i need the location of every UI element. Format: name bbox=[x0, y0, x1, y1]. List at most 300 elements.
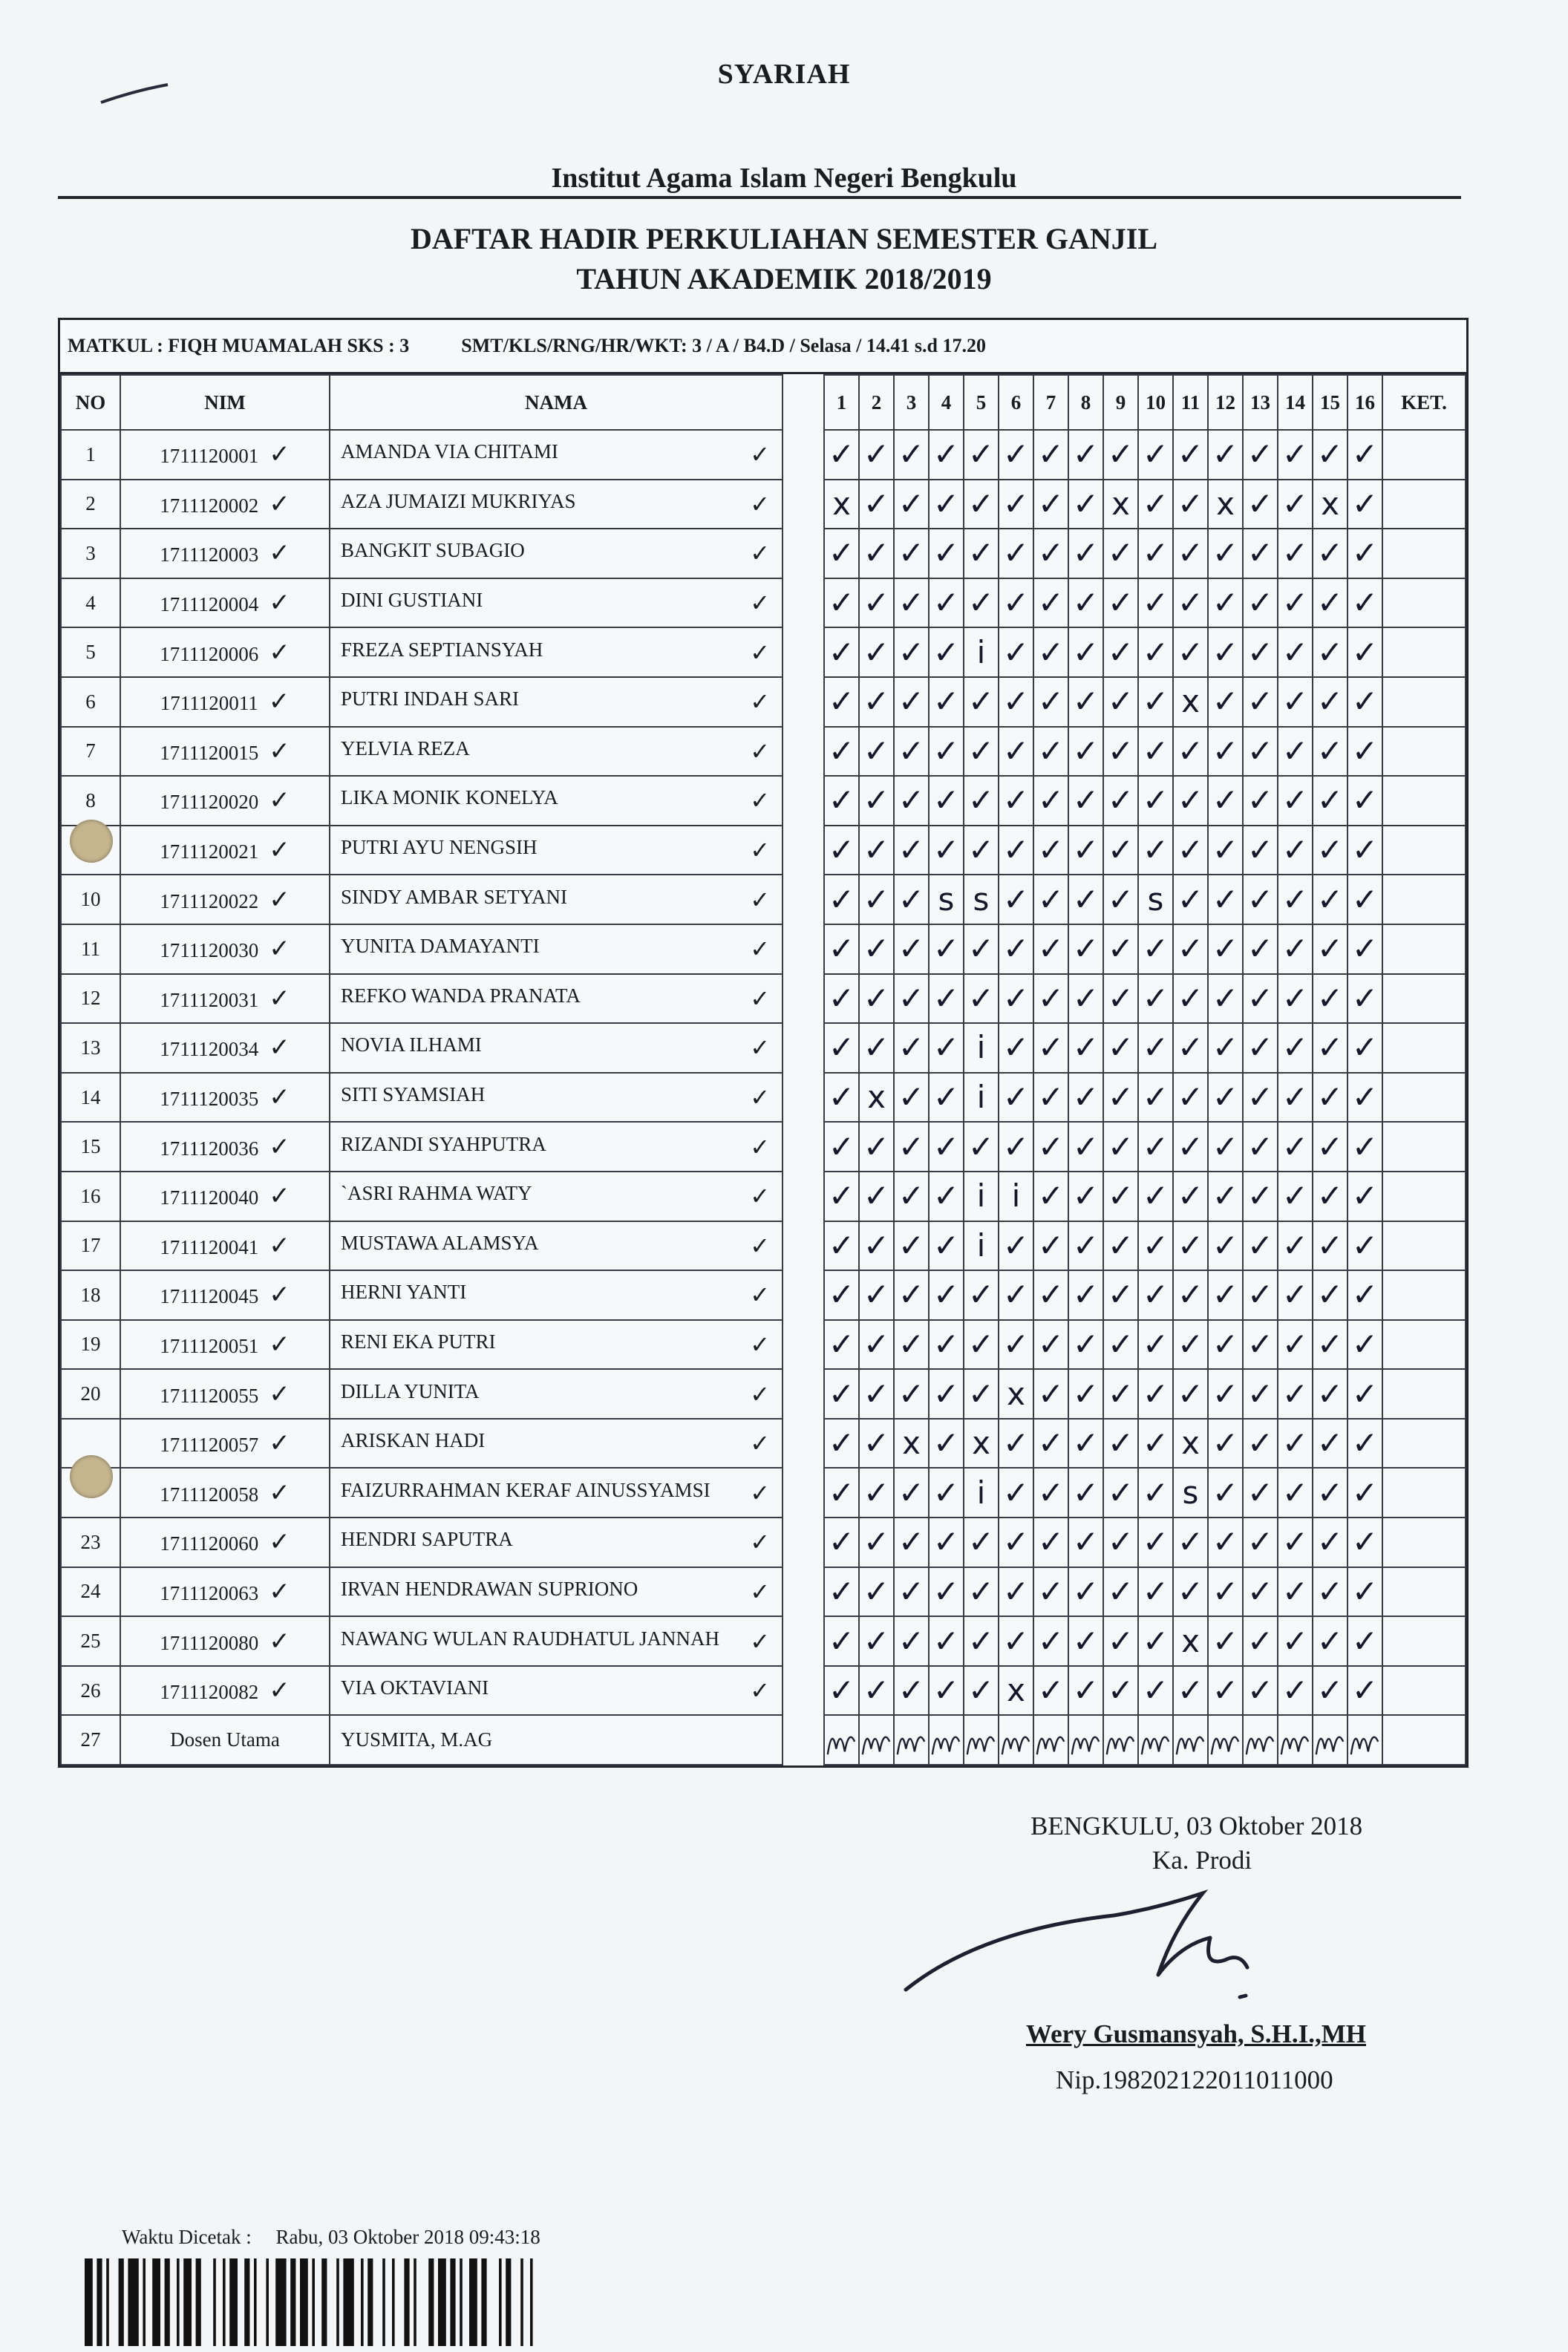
attendance-mark: ✓ bbox=[1281, 881, 1309, 918]
attendance-mark: i bbox=[976, 633, 986, 670]
attendance-mark: ✓ bbox=[898, 1079, 925, 1116]
attendance-cell bbox=[1208, 1616, 1243, 1666]
attendance-cell bbox=[1208, 1666, 1243, 1716]
attendance-cell bbox=[1138, 924, 1173, 974]
check-icon: ✓ bbox=[269, 1428, 290, 1459]
check-icon: ✓ bbox=[269, 1181, 290, 1212]
attendance-mark: ✓ bbox=[863, 979, 890, 1016]
barcode-bar bbox=[499, 2258, 502, 2346]
barcode-bar bbox=[520, 2258, 523, 2346]
row-no: 6 bbox=[61, 677, 120, 727]
attendance-mark: ✓ bbox=[1002, 584, 1030, 621]
attendance-mark: ✓ bbox=[967, 1672, 995, 1709]
row-gap bbox=[783, 480, 824, 529]
row-no: 10 bbox=[61, 875, 120, 924]
attendance-cell bbox=[964, 875, 999, 924]
attendance-cell bbox=[894, 529, 929, 578]
attendance-mark: ✓ bbox=[1037, 535, 1065, 572]
attendance-mark: ✓ bbox=[1107, 1375, 1134, 1412]
attendance-cell bbox=[1068, 1419, 1103, 1469]
attendance-cell bbox=[929, 578, 964, 628]
attendance-mark: ✓ bbox=[1107, 1128, 1134, 1165]
attendance-cell bbox=[1243, 1320, 1278, 1370]
table-row bbox=[61, 1023, 1466, 1073]
attendance-cell bbox=[964, 974, 999, 1024]
lecturer-signature-scrawl bbox=[1034, 1719, 1068, 1761]
attendance-cell bbox=[1313, 727, 1348, 777]
attendance-cell bbox=[1173, 1221, 1208, 1271]
row-gap bbox=[783, 430, 824, 480]
row-nim: 1711120020 bbox=[160, 791, 259, 814]
header-meeting: 9 bbox=[1103, 375, 1138, 430]
attendance-cell bbox=[999, 1073, 1033, 1123]
attendance-mark: ✓ bbox=[828, 1128, 855, 1165]
attendance-cell bbox=[1313, 776, 1348, 826]
row-nim: 1711120031 bbox=[160, 988, 259, 1011]
barcode-bar bbox=[97, 2258, 102, 2346]
row-nama: PUTRI AYU NENGSIH bbox=[341, 836, 538, 859]
attendance-mark: ✓ bbox=[1002, 485, 1030, 522]
attendance-cell bbox=[1103, 727, 1138, 777]
attendance-mark: ✓ bbox=[1351, 979, 1379, 1016]
lecturer-signature-cell bbox=[1033, 1715, 1068, 1765]
attendance-cell bbox=[1243, 1419, 1278, 1469]
attendance-cell bbox=[1313, 875, 1348, 924]
attendance-cell bbox=[999, 480, 1033, 529]
attendance-mark: ✓ bbox=[1142, 979, 1169, 1016]
attendance-cell bbox=[929, 1023, 964, 1073]
barcode-bar bbox=[530, 2258, 533, 2346]
attendance-mark: ✓ bbox=[828, 979, 855, 1016]
attendance-cell bbox=[1138, 875, 1173, 924]
attendance-mark: ✓ bbox=[1247, 1128, 1274, 1165]
check-icon: ✓ bbox=[269, 440, 290, 470]
attendance-mark: ✓ bbox=[1002, 1425, 1030, 1462]
attendance-mark: ✓ bbox=[828, 1375, 855, 1412]
table-row bbox=[61, 1221, 1466, 1271]
header-ket: KET. bbox=[1382, 375, 1466, 430]
attendance-mark: ✓ bbox=[1177, 1029, 1204, 1066]
attendance-mark: ✓ bbox=[932, 930, 960, 967]
attendance-cell bbox=[1278, 1270, 1313, 1320]
attendance-mark: ✓ bbox=[1247, 1572, 1274, 1610]
attendance-mark: ✓ bbox=[932, 1523, 960, 1561]
row-nama-cell bbox=[330, 974, 783, 1024]
signer-name: Wery Gusmansyah, S.H.I.,MH bbox=[1026, 2019, 1366, 2048]
attendance-cell bbox=[1243, 1172, 1278, 1221]
attendance-mark: ✓ bbox=[967, 1375, 995, 1412]
attendance-cell bbox=[1243, 1567, 1278, 1617]
attendance-cell bbox=[859, 1270, 894, 1320]
check-icon: ✓ bbox=[269, 1280, 290, 1310]
attendance-mark: ✓ bbox=[1212, 1474, 1239, 1511]
attendance-mark: ✓ bbox=[1037, 1375, 1065, 1412]
attendance-mark: ✓ bbox=[1316, 1425, 1344, 1462]
attendance-mark: ✓ bbox=[898, 584, 925, 621]
attendance-cell bbox=[1348, 1369, 1382, 1419]
attendance-mark: ✓ bbox=[1247, 1325, 1274, 1362]
attendance-mark: ✓ bbox=[932, 1079, 960, 1116]
row-gap bbox=[783, 1616, 824, 1666]
attendance-mark: ✓ bbox=[898, 436, 925, 473]
attendance-mark: ✓ bbox=[828, 1177, 855, 1215]
attendance-cell bbox=[1348, 1320, 1382, 1370]
attendance-cell bbox=[929, 1419, 964, 1469]
attendance-mark: ✓ bbox=[1002, 1128, 1030, 1165]
attendance-cell bbox=[1208, 1270, 1243, 1320]
attendance-cell bbox=[1033, 875, 1068, 924]
attendance-mark: ✓ bbox=[1142, 633, 1169, 670]
attendance-mark: ✓ bbox=[1212, 1325, 1239, 1362]
row-nama-cell bbox=[330, 1221, 783, 1271]
print-timestamp bbox=[122, 2226, 560, 2249]
attendance-cell bbox=[824, 826, 859, 875]
attendance-cell bbox=[1033, 529, 1068, 578]
attendance-cell bbox=[1068, 430, 1103, 480]
attendance-mark: i bbox=[976, 1177, 986, 1215]
attendance-cell bbox=[824, 1172, 859, 1221]
row-ket bbox=[1382, 1320, 1466, 1370]
attendance-cell bbox=[1068, 1172, 1103, 1221]
attendance-cell bbox=[1348, 776, 1382, 826]
attendance-cell bbox=[1173, 1419, 1208, 1469]
attendance-cell bbox=[1173, 1122, 1208, 1172]
attendance-cell bbox=[1068, 1320, 1103, 1370]
attendance-mark: ✓ bbox=[1142, 1672, 1169, 1709]
attendance-cell bbox=[1033, 430, 1068, 480]
table-row bbox=[61, 1468, 1466, 1518]
row-nama: YUNITA DAMAYANTI bbox=[341, 935, 540, 958]
attendance-mark: ✓ bbox=[1351, 1672, 1379, 1709]
check-icon: ✓ bbox=[269, 736, 290, 766]
attendance-mark: ✓ bbox=[1247, 1425, 1274, 1462]
attendance-cell bbox=[1348, 480, 1382, 529]
row-nim: 1711120035 bbox=[160, 1088, 259, 1111]
attendance-mark: ✓ bbox=[898, 535, 925, 572]
attendance-cell bbox=[929, 1221, 964, 1271]
row-no: 11 bbox=[61, 924, 120, 974]
attendance-mark: ✓ bbox=[1281, 1523, 1309, 1561]
attendance-mark: ✓ bbox=[1247, 633, 1274, 670]
attendance-cell bbox=[999, 1221, 1033, 1271]
attendance-mark: ✓ bbox=[1037, 683, 1065, 720]
attendance-mark: x bbox=[1181, 1622, 1200, 1659]
attendance-mark: ✓ bbox=[1177, 633, 1204, 670]
attendance-cell bbox=[1278, 1023, 1313, 1073]
attendance-mark: ✓ bbox=[1316, 1622, 1344, 1659]
attendance-mark: ✓ bbox=[1247, 732, 1274, 769]
row-gap bbox=[783, 1172, 824, 1221]
attendance-cell bbox=[1348, 875, 1382, 924]
attendance-mark: ✓ bbox=[1142, 683, 1169, 720]
attendance-mark: ✓ bbox=[898, 1029, 925, 1066]
barcode-bar bbox=[152, 2258, 160, 2346]
attendance-cell bbox=[1243, 826, 1278, 875]
attendance-cell bbox=[1278, 1666, 1313, 1716]
attendance-cell bbox=[1313, 627, 1348, 677]
attendance-mark: ✓ bbox=[932, 1177, 960, 1215]
attendance-cell bbox=[1033, 1073, 1068, 1123]
barcode-bar bbox=[469, 2258, 477, 2346]
attendance-cell bbox=[1208, 1172, 1243, 1221]
lecturer-signature-cell bbox=[1173, 1715, 1208, 1765]
attendance-cell bbox=[1243, 924, 1278, 974]
attendance-mark: ✓ bbox=[1037, 1128, 1065, 1165]
attendance-mark: ✓ bbox=[1212, 979, 1239, 1016]
attendance-cell bbox=[1173, 1270, 1208, 1320]
barcode-bar bbox=[438, 2258, 446, 2346]
table-row bbox=[61, 578, 1466, 628]
attendance-mark: ✓ bbox=[967, 930, 995, 967]
row-nama-cell bbox=[330, 1616, 783, 1666]
attendance-cell bbox=[1068, 974, 1103, 1024]
attendance-cell bbox=[999, 1023, 1033, 1073]
row-gap bbox=[783, 1369, 824, 1419]
attendance-mark: ✓ bbox=[1316, 633, 1344, 670]
check-icon: ✓ bbox=[269, 588, 290, 618]
row-nim-cell bbox=[120, 1666, 330, 1716]
check-icon: ✓ bbox=[750, 1281, 770, 1310]
print-value: Rabu, 03 Oktober 2018 09:43:18 bbox=[275, 2226, 540, 2248]
attendance-cell bbox=[824, 1320, 859, 1370]
attendance-cell bbox=[894, 1468, 929, 1518]
attendance-mark: ✓ bbox=[1002, 1325, 1030, 1362]
attendance-cell bbox=[1173, 826, 1208, 875]
barcode-bar bbox=[368, 2258, 373, 2346]
check-icon: ✓ bbox=[750, 1577, 770, 1606]
attendance-cell bbox=[824, 875, 859, 924]
attendance-mark: ✓ bbox=[1107, 1276, 1134, 1313]
attendance-mark: ✓ bbox=[828, 633, 855, 670]
header-meeting: 14 bbox=[1278, 375, 1313, 430]
table-row bbox=[61, 1567, 1466, 1617]
row-ket bbox=[1382, 529, 1466, 578]
attendance-mark: ✓ bbox=[1142, 732, 1169, 769]
attendance-mark: ✓ bbox=[1072, 535, 1100, 572]
attendance-cell bbox=[1243, 1073, 1278, 1123]
row-nama: FREZA SEPTIANSYAH bbox=[341, 638, 543, 661]
attendance-mark: s bbox=[1147, 881, 1164, 918]
attendance-cell bbox=[1138, 1172, 1173, 1221]
attendance-cell bbox=[929, 924, 964, 974]
attendance-cell bbox=[894, 1369, 929, 1419]
attendance-mark: ✓ bbox=[863, 732, 890, 769]
row-nim-cell bbox=[120, 1172, 330, 1221]
attendance-mark: ✓ bbox=[1281, 1474, 1309, 1511]
barcode-bar bbox=[481, 2258, 486, 2346]
attendance-cell bbox=[1243, 1221, 1278, 1271]
attendance-mark: ✓ bbox=[898, 732, 925, 769]
attendance-mark: ✓ bbox=[1177, 1177, 1204, 1215]
attendance-cell bbox=[894, 776, 929, 826]
attendance-mark: ✓ bbox=[1072, 584, 1100, 621]
attendance-mark: ✓ bbox=[1351, 1029, 1379, 1066]
attendance-cell bbox=[1033, 1419, 1068, 1469]
attendance-mark: ✓ bbox=[1177, 1572, 1204, 1610]
attendance-mark: ✓ bbox=[1212, 1128, 1239, 1165]
attendance-cell bbox=[1033, 1616, 1068, 1666]
attendance-mark: ✓ bbox=[1037, 1425, 1065, 1462]
attendance-mark: ✓ bbox=[1107, 1523, 1134, 1561]
attendance-mark: ✓ bbox=[863, 1622, 890, 1659]
attendance-cell bbox=[859, 1468, 894, 1518]
attendance-cell bbox=[1348, 627, 1382, 677]
attendance-mark: ✓ bbox=[1177, 584, 1204, 621]
attendance-cell bbox=[1173, 924, 1208, 974]
row-gap bbox=[783, 974, 824, 1024]
attendance-mark: ✓ bbox=[828, 535, 855, 572]
attendance-cell bbox=[964, 924, 999, 974]
row-nama-cell bbox=[330, 1468, 783, 1518]
attendance-mark: ✓ bbox=[1072, 485, 1100, 522]
attendance-mark: ✓ bbox=[1002, 436, 1030, 473]
row-ket bbox=[1382, 1369, 1466, 1419]
header-meeting: 2 bbox=[859, 375, 894, 430]
row-nama: RENI EKA PUTRI bbox=[341, 1330, 496, 1353]
attendance-mark: ✓ bbox=[1002, 881, 1030, 918]
attendance-cell bbox=[929, 1567, 964, 1617]
attendance-mark: ✓ bbox=[863, 832, 890, 869]
attendance-mark: ✓ bbox=[1351, 1177, 1379, 1215]
attendance-mark: ✓ bbox=[1002, 1572, 1030, 1610]
attendance-mark: ✓ bbox=[863, 1325, 890, 1362]
row-ket bbox=[1382, 1073, 1466, 1123]
barcode-bar bbox=[177, 2258, 180, 2346]
check-icon: ✓ bbox=[269, 1131, 290, 1162]
attendance-cell bbox=[1243, 480, 1278, 529]
check-icon: ✓ bbox=[750, 1676, 770, 1705]
attendance-mark: ✓ bbox=[932, 1375, 960, 1412]
row-nim-cell bbox=[120, 924, 330, 974]
attendance-mark: ✓ bbox=[863, 1128, 890, 1165]
attendance-mark: ✓ bbox=[932, 1226, 960, 1264]
lecturer-signature-scrawl bbox=[964, 1719, 998, 1761]
attendance-cell bbox=[1033, 1567, 1068, 1617]
attendance-cell bbox=[1033, 1221, 1068, 1271]
table-row bbox=[61, 776, 1466, 826]
signature bbox=[891, 1886, 1277, 2012]
barcode-bar bbox=[119, 2258, 124, 2346]
row-nim-cell bbox=[120, 1073, 330, 1123]
attendance-cell bbox=[1278, 1468, 1313, 1518]
attendance-mark: ✓ bbox=[863, 782, 890, 819]
attendance-mark: ✓ bbox=[1002, 782, 1030, 819]
attendance-mark: ✓ bbox=[1212, 436, 1239, 473]
attendance-mark: ✓ bbox=[863, 1226, 890, 1264]
attendance-cell bbox=[824, 1468, 859, 1518]
attendance-mark: ✓ bbox=[1212, 1029, 1239, 1066]
row-ket bbox=[1382, 578, 1466, 628]
attendance-cell bbox=[1348, 826, 1382, 875]
attendance-cell bbox=[859, 1666, 894, 1716]
attendance-mark: ✓ bbox=[1177, 832, 1204, 869]
check-icon: ✓ bbox=[750, 1182, 770, 1211]
attendance-cell bbox=[929, 1270, 964, 1320]
attendance-mark: ✓ bbox=[1281, 436, 1309, 473]
attendance-mark: i bbox=[976, 1474, 986, 1511]
row-nim: 1711120034 bbox=[160, 1038, 259, 1061]
row-gap bbox=[783, 1567, 824, 1617]
attendance-mark: ✓ bbox=[1281, 782, 1309, 819]
attendance-mark: ✓ bbox=[1107, 1425, 1134, 1462]
row-gap bbox=[783, 627, 824, 677]
attendance-cell bbox=[1103, 1073, 1138, 1123]
lecturer-signature-scrawl bbox=[1139, 1719, 1172, 1761]
attendance-cell bbox=[894, 1221, 929, 1271]
attendance-cell bbox=[894, 727, 929, 777]
attendance-mark: ✓ bbox=[1002, 683, 1030, 720]
attendance-mark: ✓ bbox=[1142, 1177, 1169, 1215]
row-nim-cell bbox=[120, 1221, 330, 1271]
attendance-cell bbox=[1313, 1468, 1348, 1518]
attendance-mark: ✓ bbox=[1351, 1375, 1379, 1412]
check-icon: ✓ bbox=[750, 1330, 770, 1359]
attendance-mark: ✓ bbox=[1281, 832, 1309, 869]
attendance-cell bbox=[1033, 776, 1068, 826]
row-nim: 1711120055 bbox=[160, 1384, 259, 1407]
row-no: 16 bbox=[61, 1172, 120, 1221]
attendance-mark: ✓ bbox=[828, 732, 855, 769]
attendance-cell bbox=[929, 1666, 964, 1716]
attendance-mark: ✓ bbox=[1212, 1523, 1239, 1561]
row-nim-cell bbox=[120, 1122, 330, 1172]
table-row bbox=[61, 875, 1466, 924]
attendance-mark: ✓ bbox=[1177, 1672, 1204, 1709]
attendance-cell bbox=[1348, 974, 1382, 1024]
attendance-mark: ✓ bbox=[1247, 1276, 1274, 1313]
attendance-cell bbox=[964, 1518, 999, 1567]
attendance-cell bbox=[1138, 1419, 1173, 1469]
attendance-mark: ✓ bbox=[1212, 930, 1239, 967]
attendance-cell bbox=[1138, 727, 1173, 777]
check-icon: ✓ bbox=[269, 1230, 290, 1261]
attendance-mark: x bbox=[1111, 485, 1130, 522]
attendance-mark: ✓ bbox=[1177, 1079, 1204, 1116]
attendance-cell bbox=[1348, 1518, 1382, 1567]
row-gap bbox=[783, 1122, 824, 1172]
attendance-mark: ✓ bbox=[1247, 1079, 1274, 1116]
attendance-cell bbox=[1068, 1468, 1103, 1518]
attendance-mark: ✓ bbox=[1281, 1325, 1309, 1362]
attendance-mark: ✓ bbox=[1177, 1226, 1204, 1264]
attendance-cell bbox=[894, 430, 929, 480]
attendance-cell bbox=[1068, 677, 1103, 727]
attendance-cell bbox=[964, 826, 999, 875]
attendance-mark: ✓ bbox=[1281, 1128, 1309, 1165]
check-icon: ✓ bbox=[750, 440, 770, 469]
attendance-cell bbox=[1243, 430, 1278, 480]
attendance-cell bbox=[999, 1270, 1033, 1320]
attendance-mark: ✓ bbox=[1177, 979, 1204, 1016]
check-icon: ✓ bbox=[750, 786, 770, 815]
row-nama-cell bbox=[330, 1320, 783, 1370]
attendance-cell bbox=[1278, 776, 1313, 826]
attendance-cell bbox=[1278, 1172, 1313, 1221]
barcode-bar bbox=[361, 2258, 364, 2346]
attendance-cell bbox=[1208, 1419, 1243, 1469]
row-no: 19 bbox=[61, 1320, 120, 1370]
attendance-mark: ✓ bbox=[1316, 930, 1344, 967]
attendance-mark: ✓ bbox=[863, 1572, 890, 1610]
row-no: 20 bbox=[61, 1369, 120, 1419]
attendance-mark: ✓ bbox=[898, 485, 925, 522]
attendance-mark: ✓ bbox=[1107, 1226, 1134, 1264]
attendance-mark: ✓ bbox=[1072, 1276, 1100, 1313]
course-info bbox=[60, 320, 1466, 374]
attendance-mark: ✓ bbox=[1247, 535, 1274, 572]
row-ket bbox=[1382, 1616, 1466, 1666]
row-nama: NOVIA ILHAMI bbox=[341, 1033, 482, 1056]
